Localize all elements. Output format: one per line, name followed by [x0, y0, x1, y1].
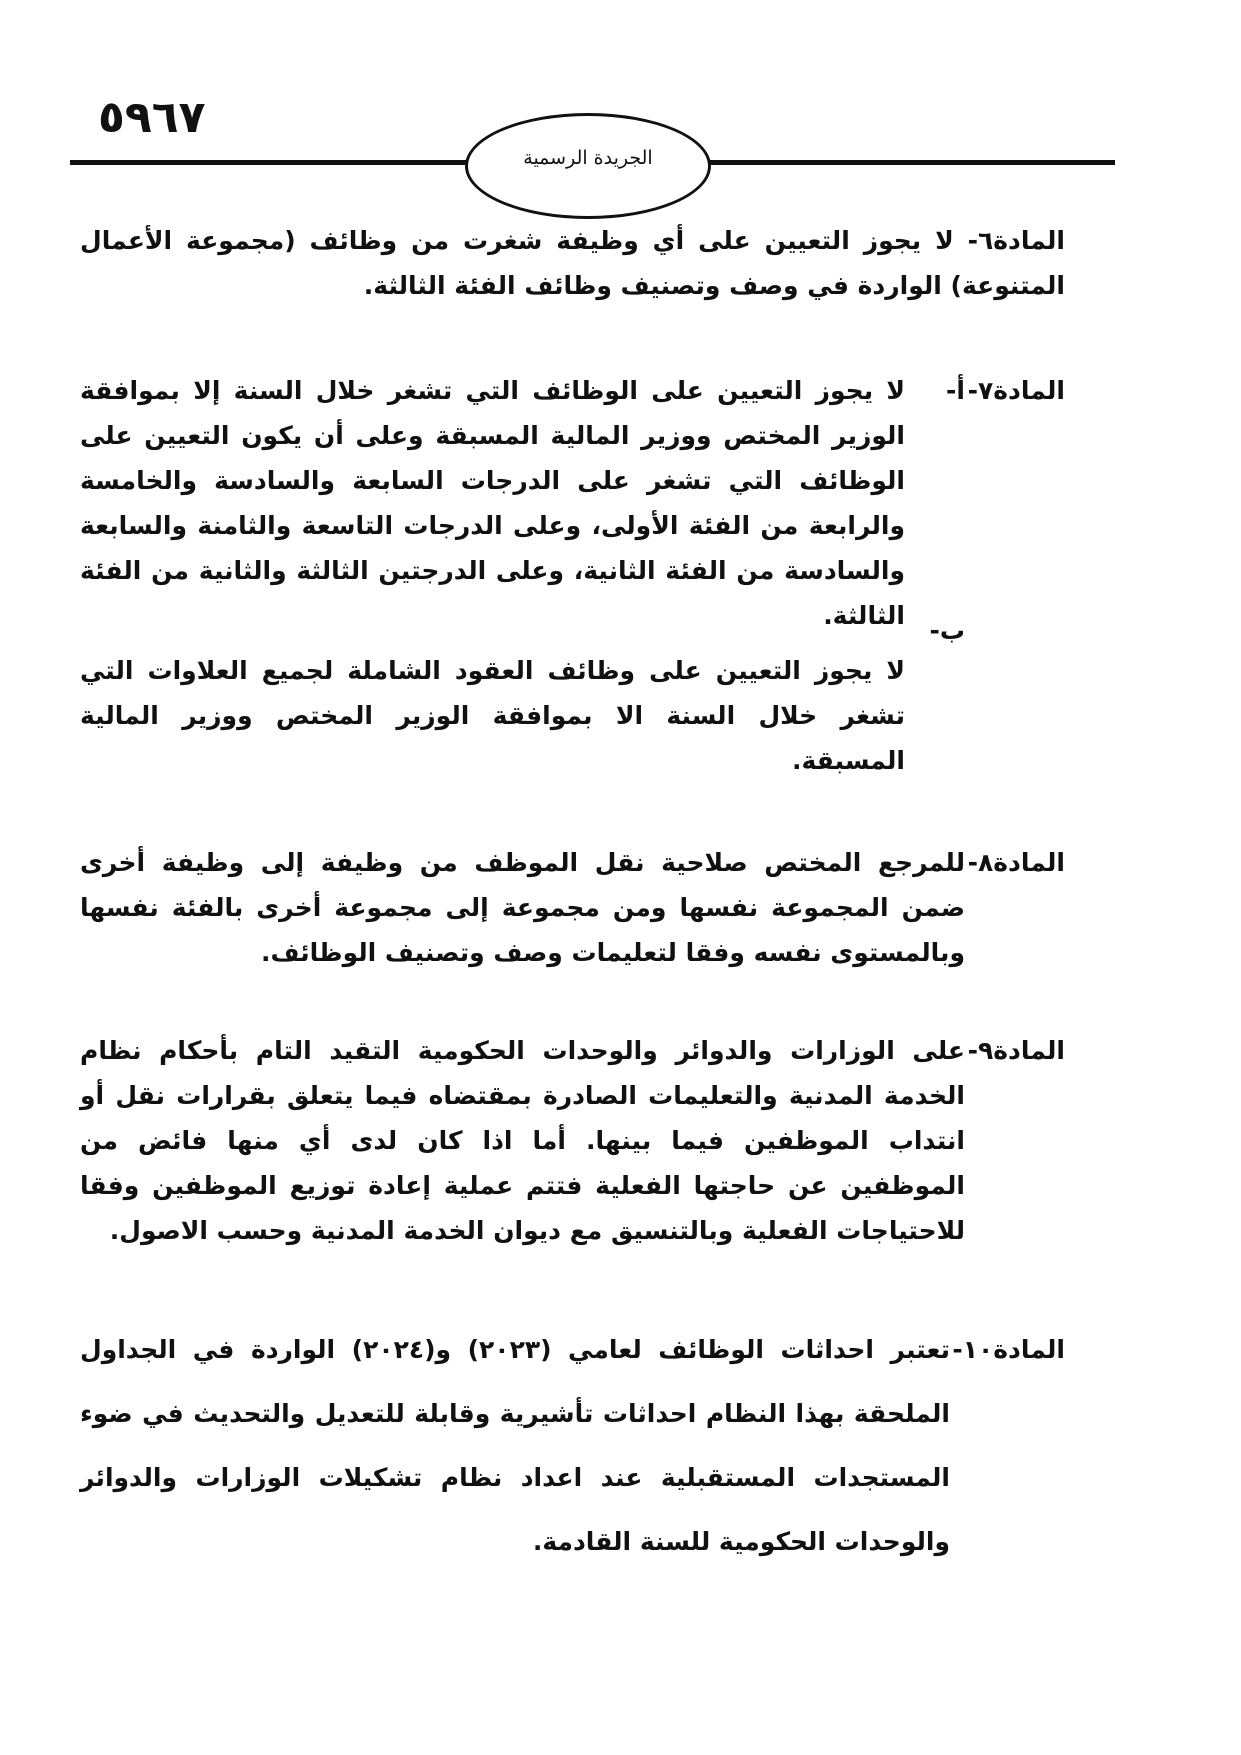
article-6-text [80, 218, 1065, 308]
article-7-a-label: أ- [946, 376, 965, 405]
article-10 [80, 1318, 1065, 1574]
article-9-label: المادة٩- [967, 1036, 1065, 1065]
masthead-oval [465, 113, 711, 219]
article-9 [80, 1028, 1065, 1253]
article-6-content: لا يجوز التعيين على أي وظيفة شغرت من وظائف (مجموعة الأعمال المتنوعة) الواردة في وصف وتصنيف وظائف الفئة الثالثة. [80, 226, 1065, 300]
article-7-b-text: لا يجوز التعيين على وظائف العقود الشاملة لجميع العلاوات التي تشغر خلال السنة الا بموافقة الوزير المختص ووزير المالية المسبقة. [80, 656, 905, 775]
masthead-title: الجريدة الرسمية [523, 147, 653, 169]
article-10-label: المادة١٠- [952, 1335, 1065, 1364]
article-7-a-text: لا يجوز التعيين على الوظائف التي تشغر خلال السنة إلا بموافقة الوزير المختص ووزير المالية المسبقة وعلى أن يكون التعيين على الوظائف التي تشغر على الدرجات السابعة والسادسة والخامسة والرابعة من الفئة الأولى، وعلى الدرجات التاسعة والثامنة والسابعة والسادسة من الفئة الثانية، وعلى الدرجتين الثالثة والثانية من الفئة الثالثة. [80, 376, 905, 630]
article-7-label: المادة٧- [967, 376, 1065, 405]
article-9-text: على الوزارات والدوائر والوحدات الحكومية التقيد التام بأحكام نظام الخدمة المدنية والتعليمات الصادرة بمقتضاه فيما يتعلق بقرارات نقل أو انتداب الموظفين فيما بينها. أما اذا كان لدى أي منها فائض من الموظفين عن حاجتها الفعلية فتتم عملية إعادة توزيع الموظفين وفقا للاحتياجات الفعلية وبالتنسيق مع ديوان الخدمة المدنية وحسب الاصول. [80, 1036, 965, 1245]
article-6 [80, 218, 1065, 308]
article-7-b-label: ب- [929, 616, 965, 645]
article-8 [80, 840, 1065, 975]
article-7 [80, 368, 1065, 783]
article-6-label: المادة٦- [967, 226, 1065, 255]
article-8-label: المادة٨- [967, 848, 1065, 877]
article-10-text: تعتبر احداثات الوظائف لعامي (٢٠٢٣) و(٢٠٢٤) الواردة في الجداول الملحقة بهذا النظام احداثات تأشيرية وقابلة للتعديل والتحديث في ضوء المستجدات المستقبلية عند اعداد نظام تشكيلات الوزارات والدوائر والوحدات الحكومية للسنة القادمة. [80, 1335, 950, 1556]
page-number: ٥٩٦٧ [98, 92, 206, 143]
article-8-text: للمرجع المختص صلاحية نقل الموظف من وظيفة إلى وظيفة أخرى ضمن المجموعة نفسها ومن مجموعة إلى مجموعة أخرى بالفئة نفسها وبالمستوى نفسه وفقا لتعليمات وصف وتصنيف الوظائف. [80, 848, 965, 967]
